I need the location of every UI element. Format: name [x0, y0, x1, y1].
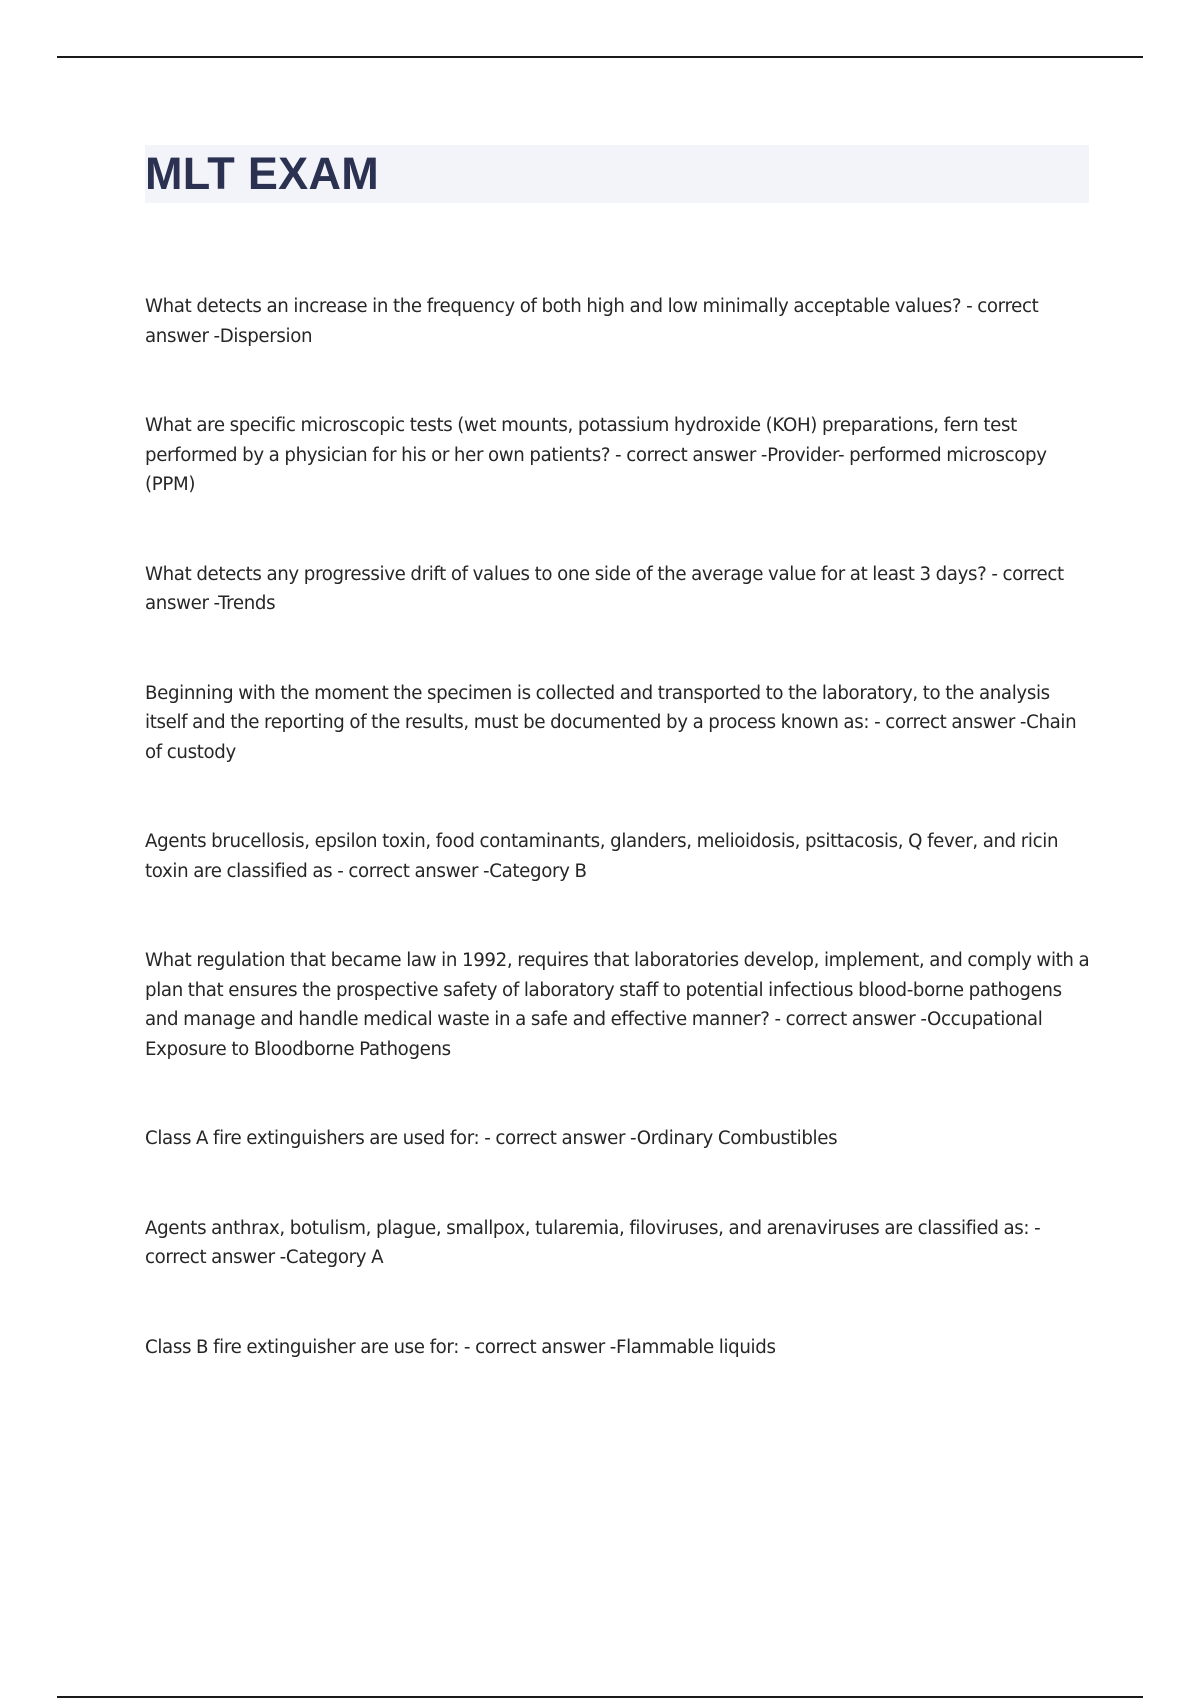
qa-item: Beginning with the moment the specimen is collected and transported to the laboratory, to the analysis itself and the reporting of the results, must be documented by a process known as: - correct answer -Chain of custody [145, 682, 1077, 763]
bottom-rule [57, 1696, 1143, 1698]
top-rule [57, 56, 1143, 58]
qa-item: Class B fire extinguisher are use for: - correct answer -Flammable liquids [145, 1336, 776, 1358]
qa-item: What regulation that became law in 1992, requires that laboratories develop, implement, and comply with a plan that ensures the prospective safety of laboratory staff to potential infectious blood-borne pathogens and manage and handle medical waste in a safe and effective manner? - correct answer -Occupational Exposure to Bloodborne Pathogens [145, 950, 1090, 1060]
page-title: MLT EXAM [145, 148, 380, 199]
qa-item: Agents anthrax, botulism, plague, smallpox, tularemia, filoviruses, and arenaviruses are classified as: - correct answer -Category A [145, 1217, 1041, 1268]
qa-item: Class A fire extinguishers are used for: - correct answer -Ordinary Combustibles [145, 1128, 838, 1149]
title-banner [145, 145, 1089, 203]
qa-item: Agents brucellosis, epsilon toxin, food contaminants, glanders, melioidosis, psittacosis, Q fever, and ricin toxin are classified as - correct answer -Category B [145, 831, 1059, 882]
qa-item: What detects any progressive drift of values to one side of the average value for at least 3 days? - correct answer -Trends [145, 563, 1064, 614]
qa-list [145, 292, 1090, 1362]
qa-item: What detects an increase in the frequency of both high and low minimally acceptable values? - correct answer -Dispersion [145, 296, 1039, 347]
qa-item: What are specific microscopic tests (wet mounts, potassium hydroxide (KOH) preparations, fern test performed by a physician for his or her own patients? - correct answer -Provider- performed microscopy (PPM) [145, 415, 1047, 495]
